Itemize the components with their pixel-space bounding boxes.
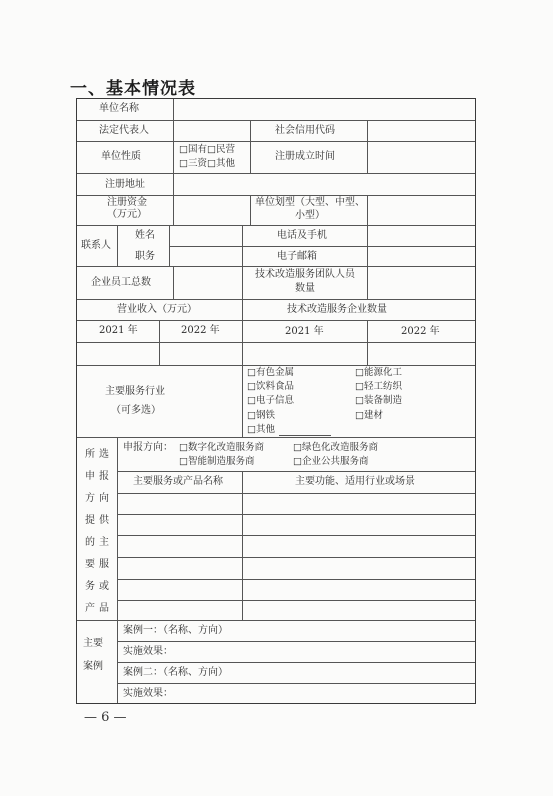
staff-total-label: 企业员工总数 [91,277,151,288]
nature-option-2[interactable]: □三资□其他 [179,158,235,169]
cases-side-label-2: 案例 [83,661,103,672]
tech-clients-label: 技术改造服务企业数量 [287,304,387,315]
case-1-title: 案例一：（名称、方向） [123,625,228,636]
service-industry-hint: （可多选） [111,405,161,416]
section-title: 一、基本情况表 [70,79,196,99]
revenue-label: 营业收入（万元） [117,304,197,315]
cases-side-label-1: 主要 [83,638,103,649]
contact-name-label: 姓名 [135,230,155,241]
direction-label: 申报方向： [123,442,173,453]
credit-code-label: 社会信用代码 [275,125,335,136]
contact-label: 联系人 [81,240,111,251]
case-2-title: 案例二：（名称、方向） [123,667,228,678]
tech-team-label: 技术改造服务团队人员 [255,269,355,280]
tech-team-label-2: 数量 [295,283,315,294]
industry-option-food[interactable]: □饮料食品 [247,381,294,392]
industry-option-equipment[interactable]: □装备制造 [355,395,402,406]
legal-rep-label: 法定代表人 [99,125,149,136]
direction-green[interactable]: □绿色化改造服务商 [293,442,378,453]
basic-info-table [76,98,476,704]
industry-option-nonferrous[interactable]: □有色金属 [247,367,294,378]
reg-capital-label: 注册资金 [107,197,147,208]
clients-2022-label: 2022 年 [401,326,440,337]
contact-position-label: 职务 [135,251,155,262]
case-2-effect: 实施效果： [123,688,173,699]
service-industry-label: 主要服务行业 [105,386,165,397]
email-label: 电子邮箱 [277,251,317,262]
phone-label: 电话及手机 [277,230,327,241]
nature-option-1[interactable]: □国有□民营 [179,144,235,155]
product-function-header: 主要功能、适用行业或场景 [295,476,415,487]
direction-public[interactable]: □企业公共服务商 [293,456,369,467]
industry-option-textile[interactable]: □轻工纺织 [355,381,402,392]
page-number: — 6 — [84,710,127,725]
other-underline[interactable] [279,435,331,436]
direction-digital[interactable]: □数字化改造服务商 [179,442,264,453]
industry-option-steel[interactable]: □钢铁 [247,410,275,421]
products-side-label: 所 选 申 报 方 向 提 供 的 主 要 服 务 或 产 品 [85,449,109,614]
revenue-2022-label: 2022 年 [181,325,220,336]
industry-option-electronics[interactable]: □电子信息 [247,395,294,406]
industry-option-building[interactable]: □建材 [355,410,383,421]
product-name-header: 主要服务或产品名称 [133,476,223,487]
industry-option-other[interactable]: □其他 [247,424,275,435]
case-1-effect: 实施效果： [123,646,173,657]
reg-date-label: 注册成立时间 [275,151,335,162]
unit-nature-label: 单位性质 [101,151,141,162]
reg-capital-unit: （万元） [107,209,147,220]
unit-size-label-2: 小型） [295,210,325,221]
clients-2021-label: 2021 年 [285,326,324,337]
unit-name-label: 单位名称 [99,103,139,114]
unit-size-label: 单位划型（大型、中型、 [255,197,365,208]
revenue-2021-label: 2021 年 [99,325,138,336]
industry-option-energy[interactable]: □能源化工 [355,367,402,378]
reg-address-label: 注册地址 [105,179,145,190]
direction-smart[interactable]: □智能制造服务商 [179,456,255,467]
